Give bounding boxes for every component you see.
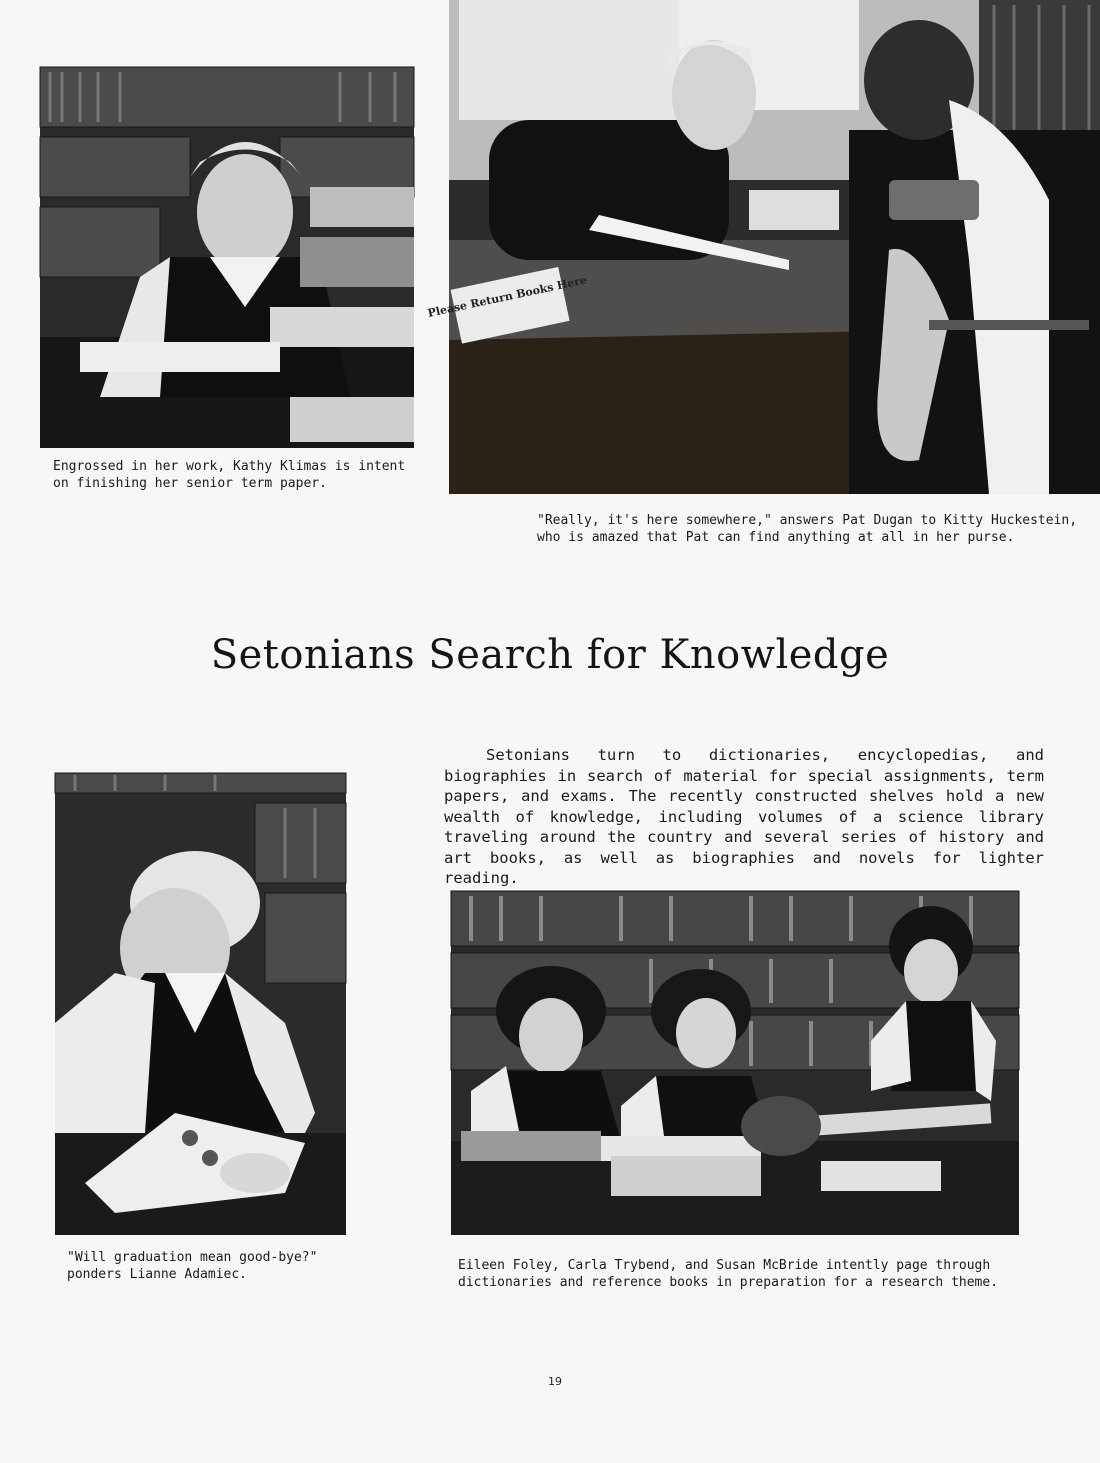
caption-lianne-adamiec: "Will graduation mean good-bye?" ponders Lianne Adamiec. xyxy=(67,1250,318,1282)
photo-kathy-klimas-image xyxy=(40,67,414,448)
body-paragraph: Setonians turn to dictionaries, encyclopedias, and biographies in search of material for special assignments, term papers, and exams. The recently constructed shelves hold a new wealth of knowledge, including volumes of a science library traveling around the country and several series of history and art books, as well as biographies and novels for lighter reading. xyxy=(444,746,1044,887)
photo-eileen-foley xyxy=(451,891,1019,1235)
caption-eileen-foley: Eileen Foley, Carla Trybend, and Susan McBride intently page through dictionaries and reference books in preparation for a research theme. xyxy=(458,1258,999,1290)
page-number: 19 xyxy=(548,1375,562,1388)
page-title: Setonians Search for Knowledge xyxy=(210,632,890,678)
photo-lianne-adamiec xyxy=(55,773,346,1235)
caption-kathy-klimas: Engrossed in her work, Kathy Klimas is intent on finishing her senior term paper. xyxy=(53,459,406,491)
photo-kathy-klimas xyxy=(40,67,414,448)
photo-pat-dugan xyxy=(426,0,1100,494)
return-sign-text: Please Return Books Here xyxy=(426,273,588,320)
photo-pat-dugan-image xyxy=(426,0,1100,494)
caption-pat-dugan: "Really, it's here somewhere," answers Pat Dugan to Kitty Huckestein, who is amazed that Pat can find anything at all in her purse. xyxy=(537,513,1078,545)
photo-lianne-adamiec-image xyxy=(55,773,346,1235)
photo-eileen-foley-image xyxy=(451,891,1019,1235)
